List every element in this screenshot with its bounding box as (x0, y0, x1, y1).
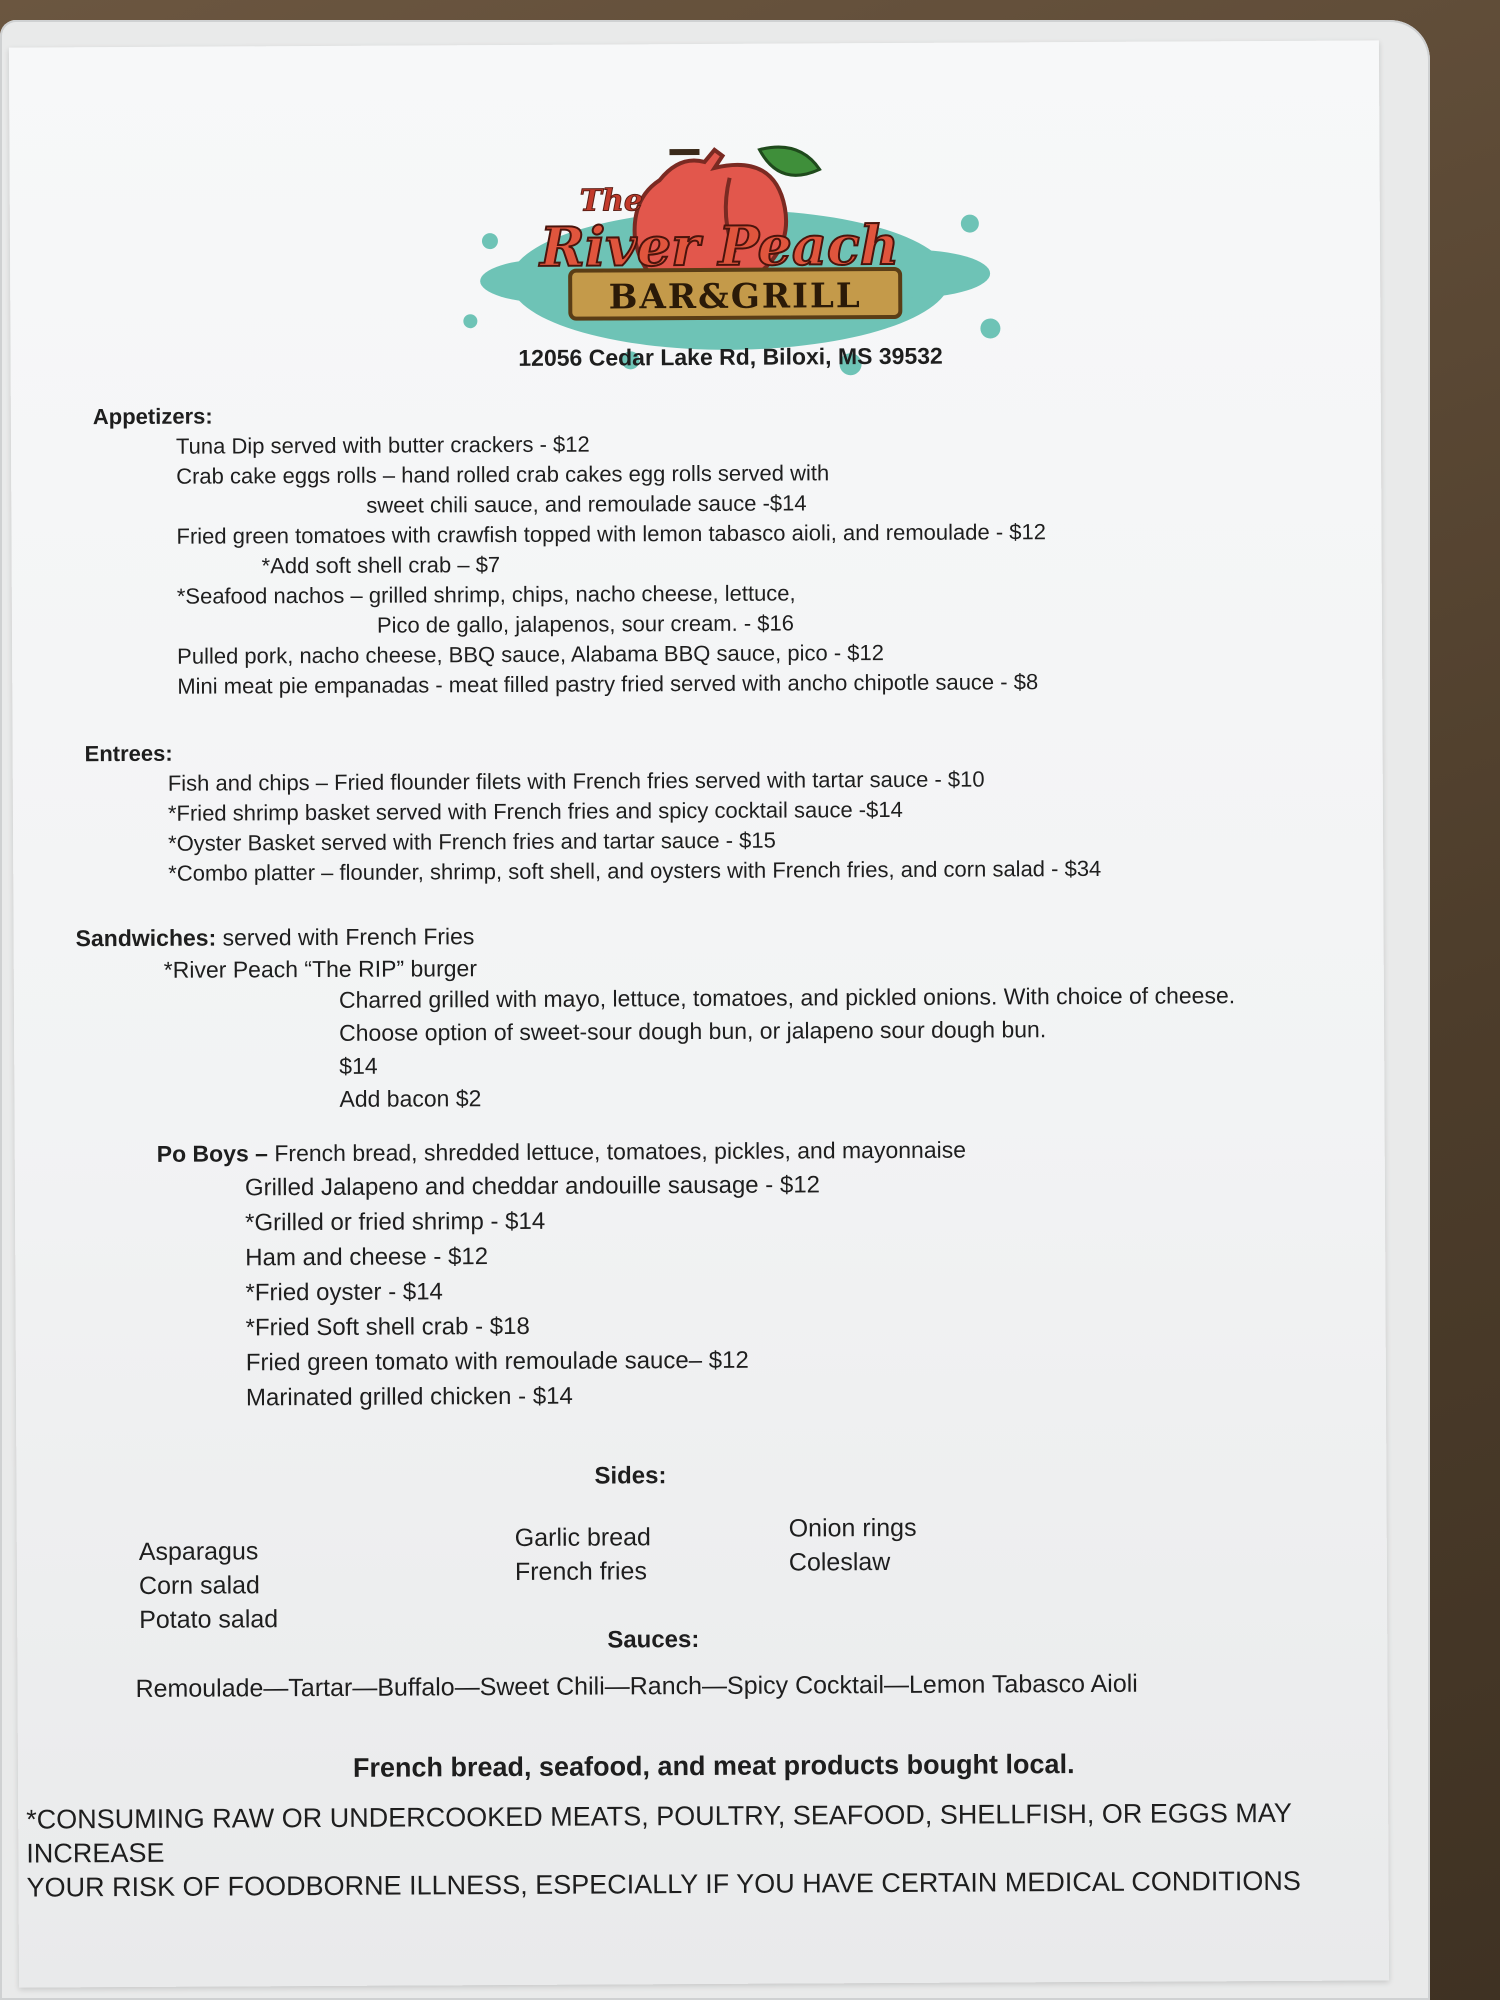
side-item: French fries (514, 1557, 647, 1586)
poboys-subheading: French bread, shredded lettuce, tomatoes, pickles, and mayonnaise (267, 1136, 967, 1167)
burger-title: *River Peach “The RIP” burger (163, 955, 478, 983)
warning-line: *CONSUMING RAW OR UNDERCOOKED MEATS, POULTRY, SEAFOOD, SHELLFISH, OR EGGS MAY INCREASE (26, 1797, 1292, 1869)
appetizer-item: Tuna Dip served with butter crackers - $12 (175, 431, 590, 459)
poboy-item: *Grilled or fried shrimp - $14 (245, 1207, 546, 1237)
appetizer-item: Crab cake eggs rolls – hand rolled crab cakes egg rolls served with (176, 460, 830, 489)
side-item: Potato salad (139, 1605, 279, 1634)
logo-sub-text: BAR&GRILL (608, 276, 862, 318)
poboy-item: *Fried oyster - $14 (245, 1278, 443, 1307)
side-item: Corn salad (138, 1571, 260, 1600)
entrees-heading: Entrees: (84, 740, 173, 767)
burger-detail-line: Charred grilled with mayo, lettuce, tomatoes, and pickled onions. With choice of cheese. (338, 982, 1236, 1013)
burger-details (339, 979, 1236, 1116)
sides-column-1 (139, 1534, 279, 1637)
side-item: Coleslaw (788, 1548, 891, 1577)
warning-line: YOUR RISK OF FOODBORNE ILLNESS, ESPECIALLY IF YOU HAVE CERTAIN MEDICAL CONDITIONS (26, 1865, 1301, 1903)
sandwiches-header (76, 921, 475, 953)
poboy-item: Marinated grilled chicken - $14 (245, 1382, 573, 1412)
sauces-list: Remoulade—Tartar—Buffalo—Sweet Chili—Ranch—Spicy Cocktail—Lemon Tabasco Aioli (135, 1669, 1138, 1703)
logo-the-text: The (579, 183, 644, 219)
side-item: Onion rings (788, 1513, 917, 1543)
burger-addon: Add bacon $2 (339, 1085, 482, 1112)
appetizer-item: *Add soft shell crab – $7 (261, 552, 501, 579)
local-sourcing-note: French bread, seafood, and meat products bought local. (352, 1749, 1075, 1783)
entree-item: Fish and chips – Fried flounder filets with French fries served with tartar sauce - $10 (167, 766, 985, 796)
sides-column-2 (515, 1520, 652, 1589)
poboy-item: Ham and cheese - $12 (245, 1243, 489, 1272)
appetizer-item: *Seafood nachos – grilled shrimp, chips, nacho cheese, lettuce, (176, 580, 796, 609)
logo-name-text: River Peach (539, 212, 900, 279)
poboys-list (245, 1167, 821, 1415)
appetizer-item: Fried green tomatoes with crawfish topped with lemon tabasco aioli, and remoulade - $12 (176, 519, 1047, 549)
entree-item: *Fried shrimp basket served with French fries and spicy cocktail sauce -$14 (167, 796, 903, 826)
side-item: Asparagus (138, 1537, 259, 1566)
side-item: Garlic bread (514, 1523, 651, 1552)
burger-detail-line: Choose option of sweet-sour dough bun, or jalapeno sour dough bun. (339, 1016, 1047, 1046)
address: 12056 Cedar Lake Rd, Biloxi, MS 39532 (518, 342, 943, 371)
sauces-heading: Sauces: (607, 1626, 700, 1654)
poboy-item: Fried green tomato with remoulade sauce– $12 (245, 1346, 749, 1377)
appetizers-list (176, 427, 1047, 702)
poboy-item: *Fried Soft shell crab - $18 (245, 1312, 530, 1342)
appetizer-item: Pulled pork, nacho cheese, BBQ sauce, Alabama BBQ sauce, pico - $12 (177, 640, 885, 669)
poboy-item: Grilled Jalapeno and cheddar andouille sausage - $12 (244, 1171, 821, 1202)
burger-price: $14 (339, 1052, 378, 1079)
sides-column-3 (789, 1511, 917, 1580)
food-safety-warning (26, 1795, 1389, 1904)
appetizers-heading: Appetizers: (92, 403, 213, 430)
sandwiches-subheading: served with French Fries (216, 923, 475, 951)
sides-heading: Sides: (594, 1462, 667, 1490)
sandwiches-heading: Sandwiches: (75, 924, 217, 952)
entree-item: *Combo platter – flounder, shrimp, soft shell, and oysters with French fries, and corn salad - $34 (168, 855, 1102, 886)
entrees-list (168, 764, 1102, 889)
entree-item: *Oyster Basket served with French fries and tartar sauce - $15 (168, 827, 776, 856)
poboys-heading: Po Boys – (156, 1140, 269, 1167)
menu-page (9, 40, 1389, 1987)
appetizer-item: Pico de gallo, jalapenos, sour cream. - $16 (376, 610, 795, 638)
poboys-header (157, 1135, 966, 1169)
appetizer-item: Mini meat pie empanadas - meat filled pastry fried served with ancho chipotle sauce - $8 (177, 669, 1039, 699)
appetizer-item: sweet chili sauce, and remoulade sauce -$14 (366, 490, 807, 518)
